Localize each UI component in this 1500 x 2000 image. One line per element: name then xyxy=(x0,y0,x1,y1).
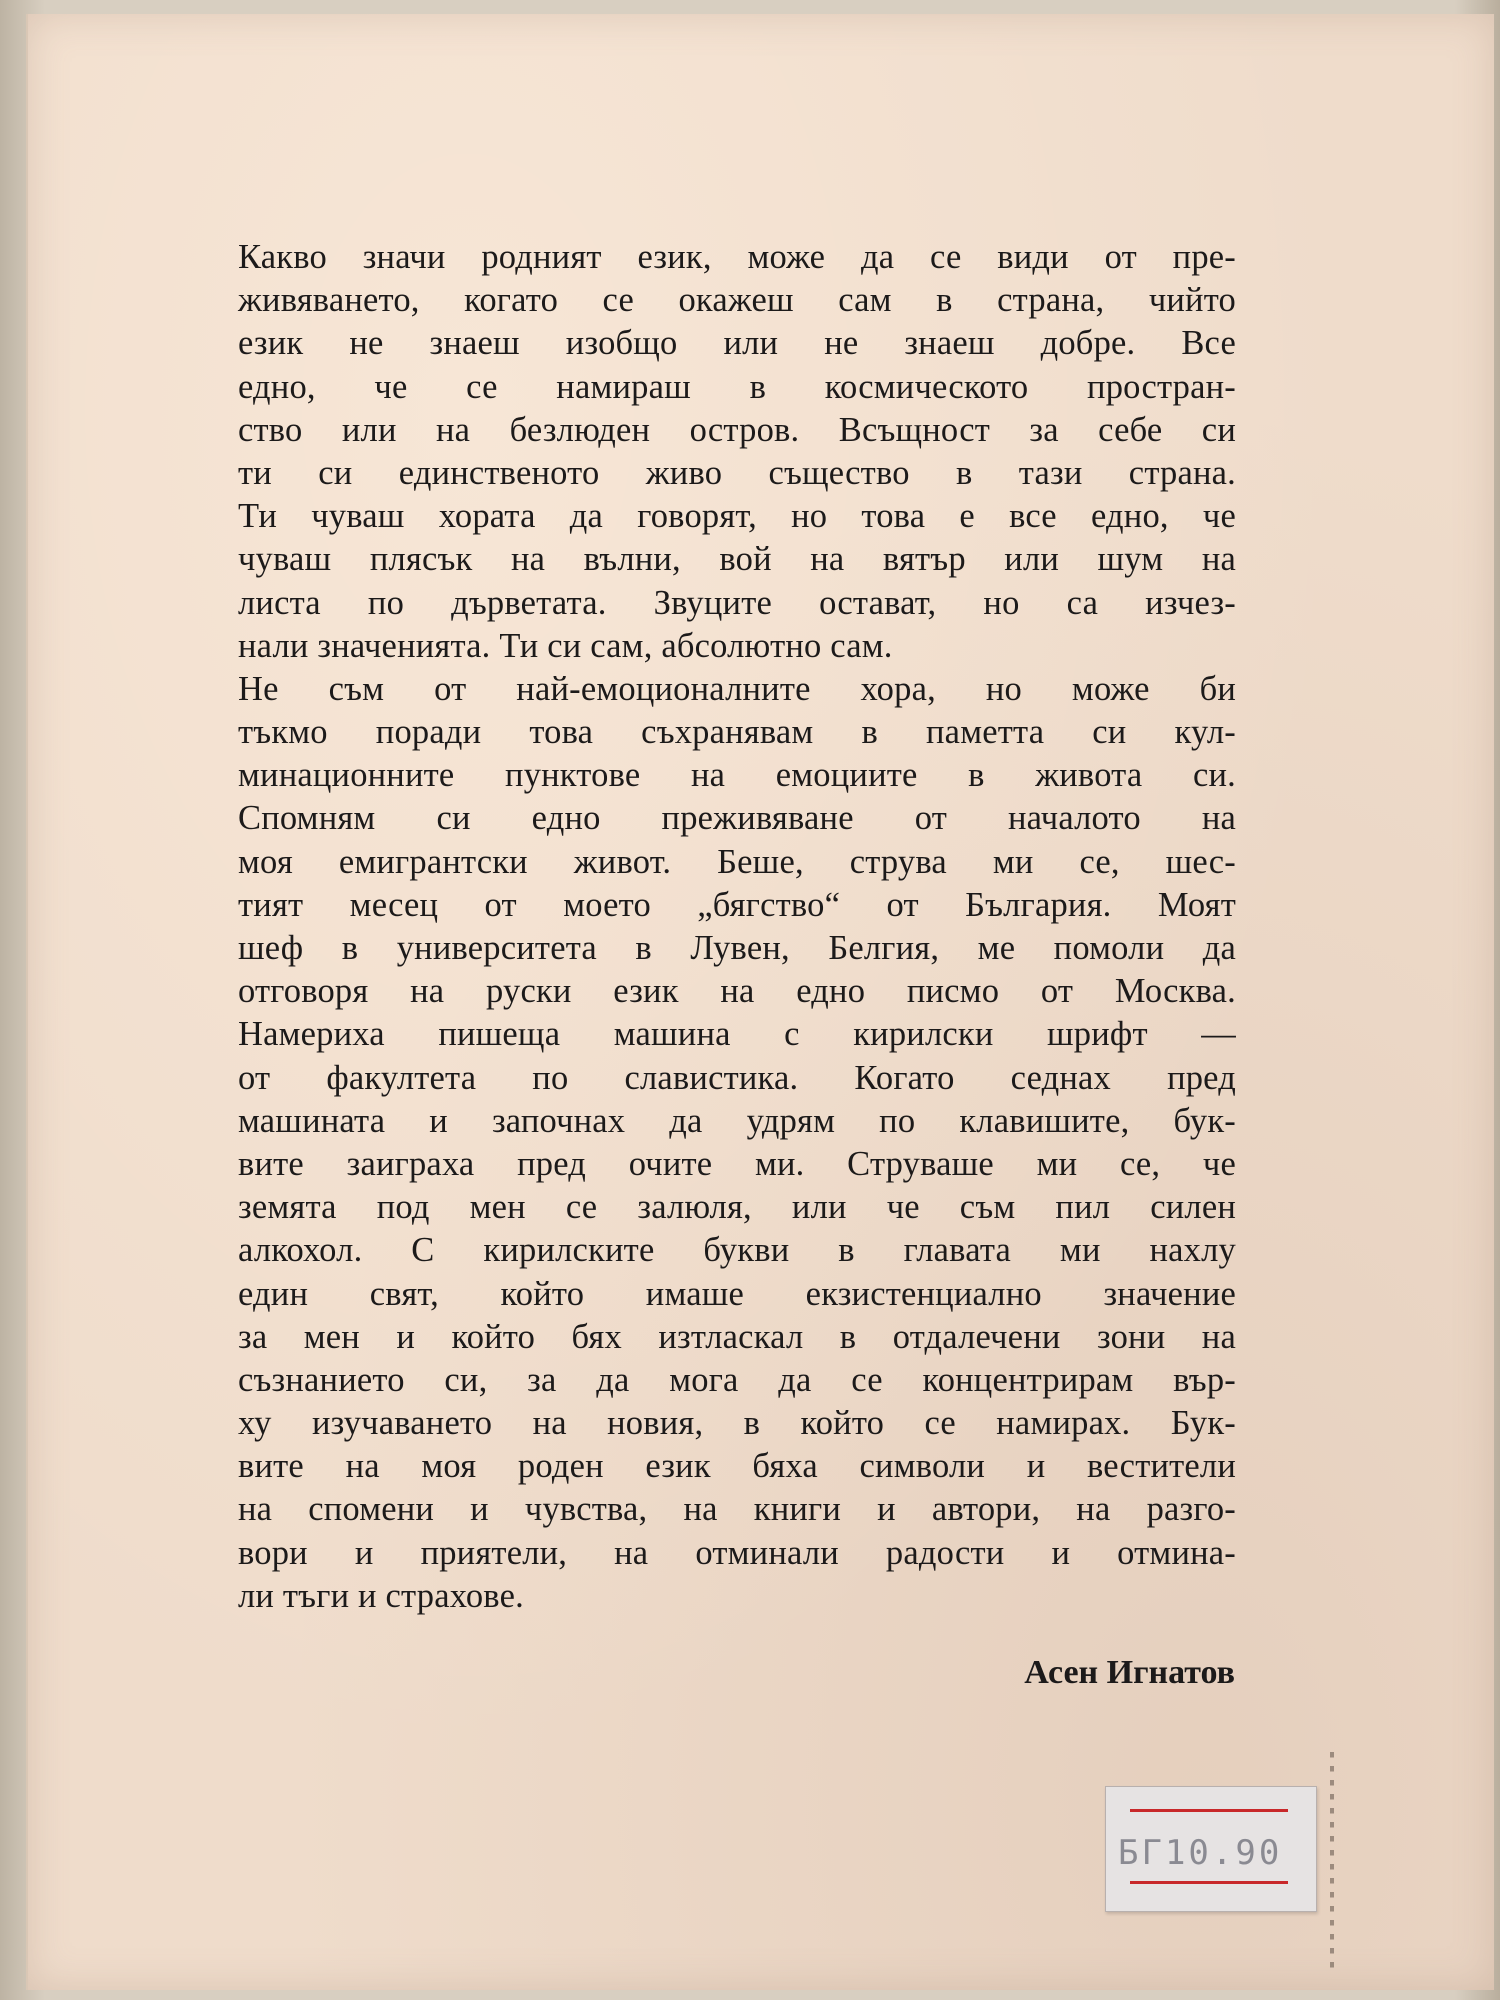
text-line: живяването, когато се окажеш сам в страна, чийто xyxy=(238,281,1236,320)
text-line: моя емигрантски живот. Беше, струва ми се, шес- xyxy=(238,842,1236,881)
text-line: ство или на безлюден остров. Всъщност за себе си xyxy=(238,410,1236,449)
text-line: машината и започнах да удрям по клавишите, бук- xyxy=(238,1101,1236,1140)
price-label: БГ10.90 xyxy=(1118,1833,1283,1873)
text-line: Ти чуваш хората да говорят, но това е все едно, че xyxy=(238,497,1236,536)
text-line: минационните пунктове на емоциите в живота си. xyxy=(238,756,1236,795)
text-line: ху изучаването на новия, в който се намирах. Бук- xyxy=(238,1404,1236,1443)
text-line: ли тъги и страхове. xyxy=(238,1576,524,1615)
text-line: Какво значи родният език, може да се види от пре- xyxy=(238,238,1236,276)
text-line: земята под мен се залюля, или че съм пил силен xyxy=(238,1188,1236,1227)
perforation-marks xyxy=(1330,1752,1334,1972)
text-line: на спомени и чувства, на книги и автори, на разго- xyxy=(238,1490,1236,1529)
text-line: от факултета по славистика. Когато седнах пред xyxy=(238,1058,1236,1097)
text-line: тият месец от моето „бягство“ от България. Моят xyxy=(238,885,1236,924)
text-line: вите заиграха пред очите ми. Струваше ми се, че xyxy=(238,1144,1236,1183)
text-line: за мен и който бях изтласкал в отдалечени зони на xyxy=(238,1317,1236,1356)
text-line: чуваш плясък на вълни, вой на вятър или шум на xyxy=(238,540,1236,579)
price-sticker xyxy=(1105,1786,1317,1912)
text-line: Спомням си едно преживяване от началото на xyxy=(238,799,1236,838)
cover-text-block xyxy=(238,236,1236,1618)
author-signature: Асен Игнатов xyxy=(1024,1654,1235,1691)
text-line: алкохол. С кирилските букви в главата ми нахлу xyxy=(238,1231,1236,1270)
text-line: тъкмо поради това съхранявам в паметта си кул- xyxy=(238,713,1236,752)
text-line: Намериха пишеща машина с кирилски шрифт — xyxy=(238,1015,1236,1054)
price-strike-line xyxy=(1130,1881,1288,1884)
text-line: ти си единственото живо същество в тази страна. xyxy=(238,453,1236,492)
text-line: Не съм от най-емоционалните хора, но може би xyxy=(238,669,1236,708)
text-line: вори и приятели, на отминали радости и отмина- xyxy=(238,1533,1236,1572)
text-line: вите на моя роден език бяха символи и вестители xyxy=(238,1447,1236,1486)
text-line: шеф в университета в Лувен, Белгия, ме помоли да xyxy=(238,929,1236,967)
text-line: листа по дърветата. Звуците остават, но са изчез- xyxy=(238,583,1236,622)
text-line: едно, че се намираш в космическото простран- xyxy=(238,367,1236,406)
text-line: език не знаеш изобщо или не знаеш добре. Все xyxy=(238,324,1236,363)
text-line: един свят, който имаше екзистенциално значение xyxy=(238,1274,1236,1313)
price-strike-line xyxy=(1130,1809,1288,1812)
text-line: отговоря на руски език на едно писмо от Москва. xyxy=(238,972,1236,1011)
text-line: съзнанието си, за да мога да се концентрирам вър- xyxy=(238,1360,1236,1399)
text-line: нали значенията. Ти си сам, абсолютно сам. xyxy=(238,626,893,665)
